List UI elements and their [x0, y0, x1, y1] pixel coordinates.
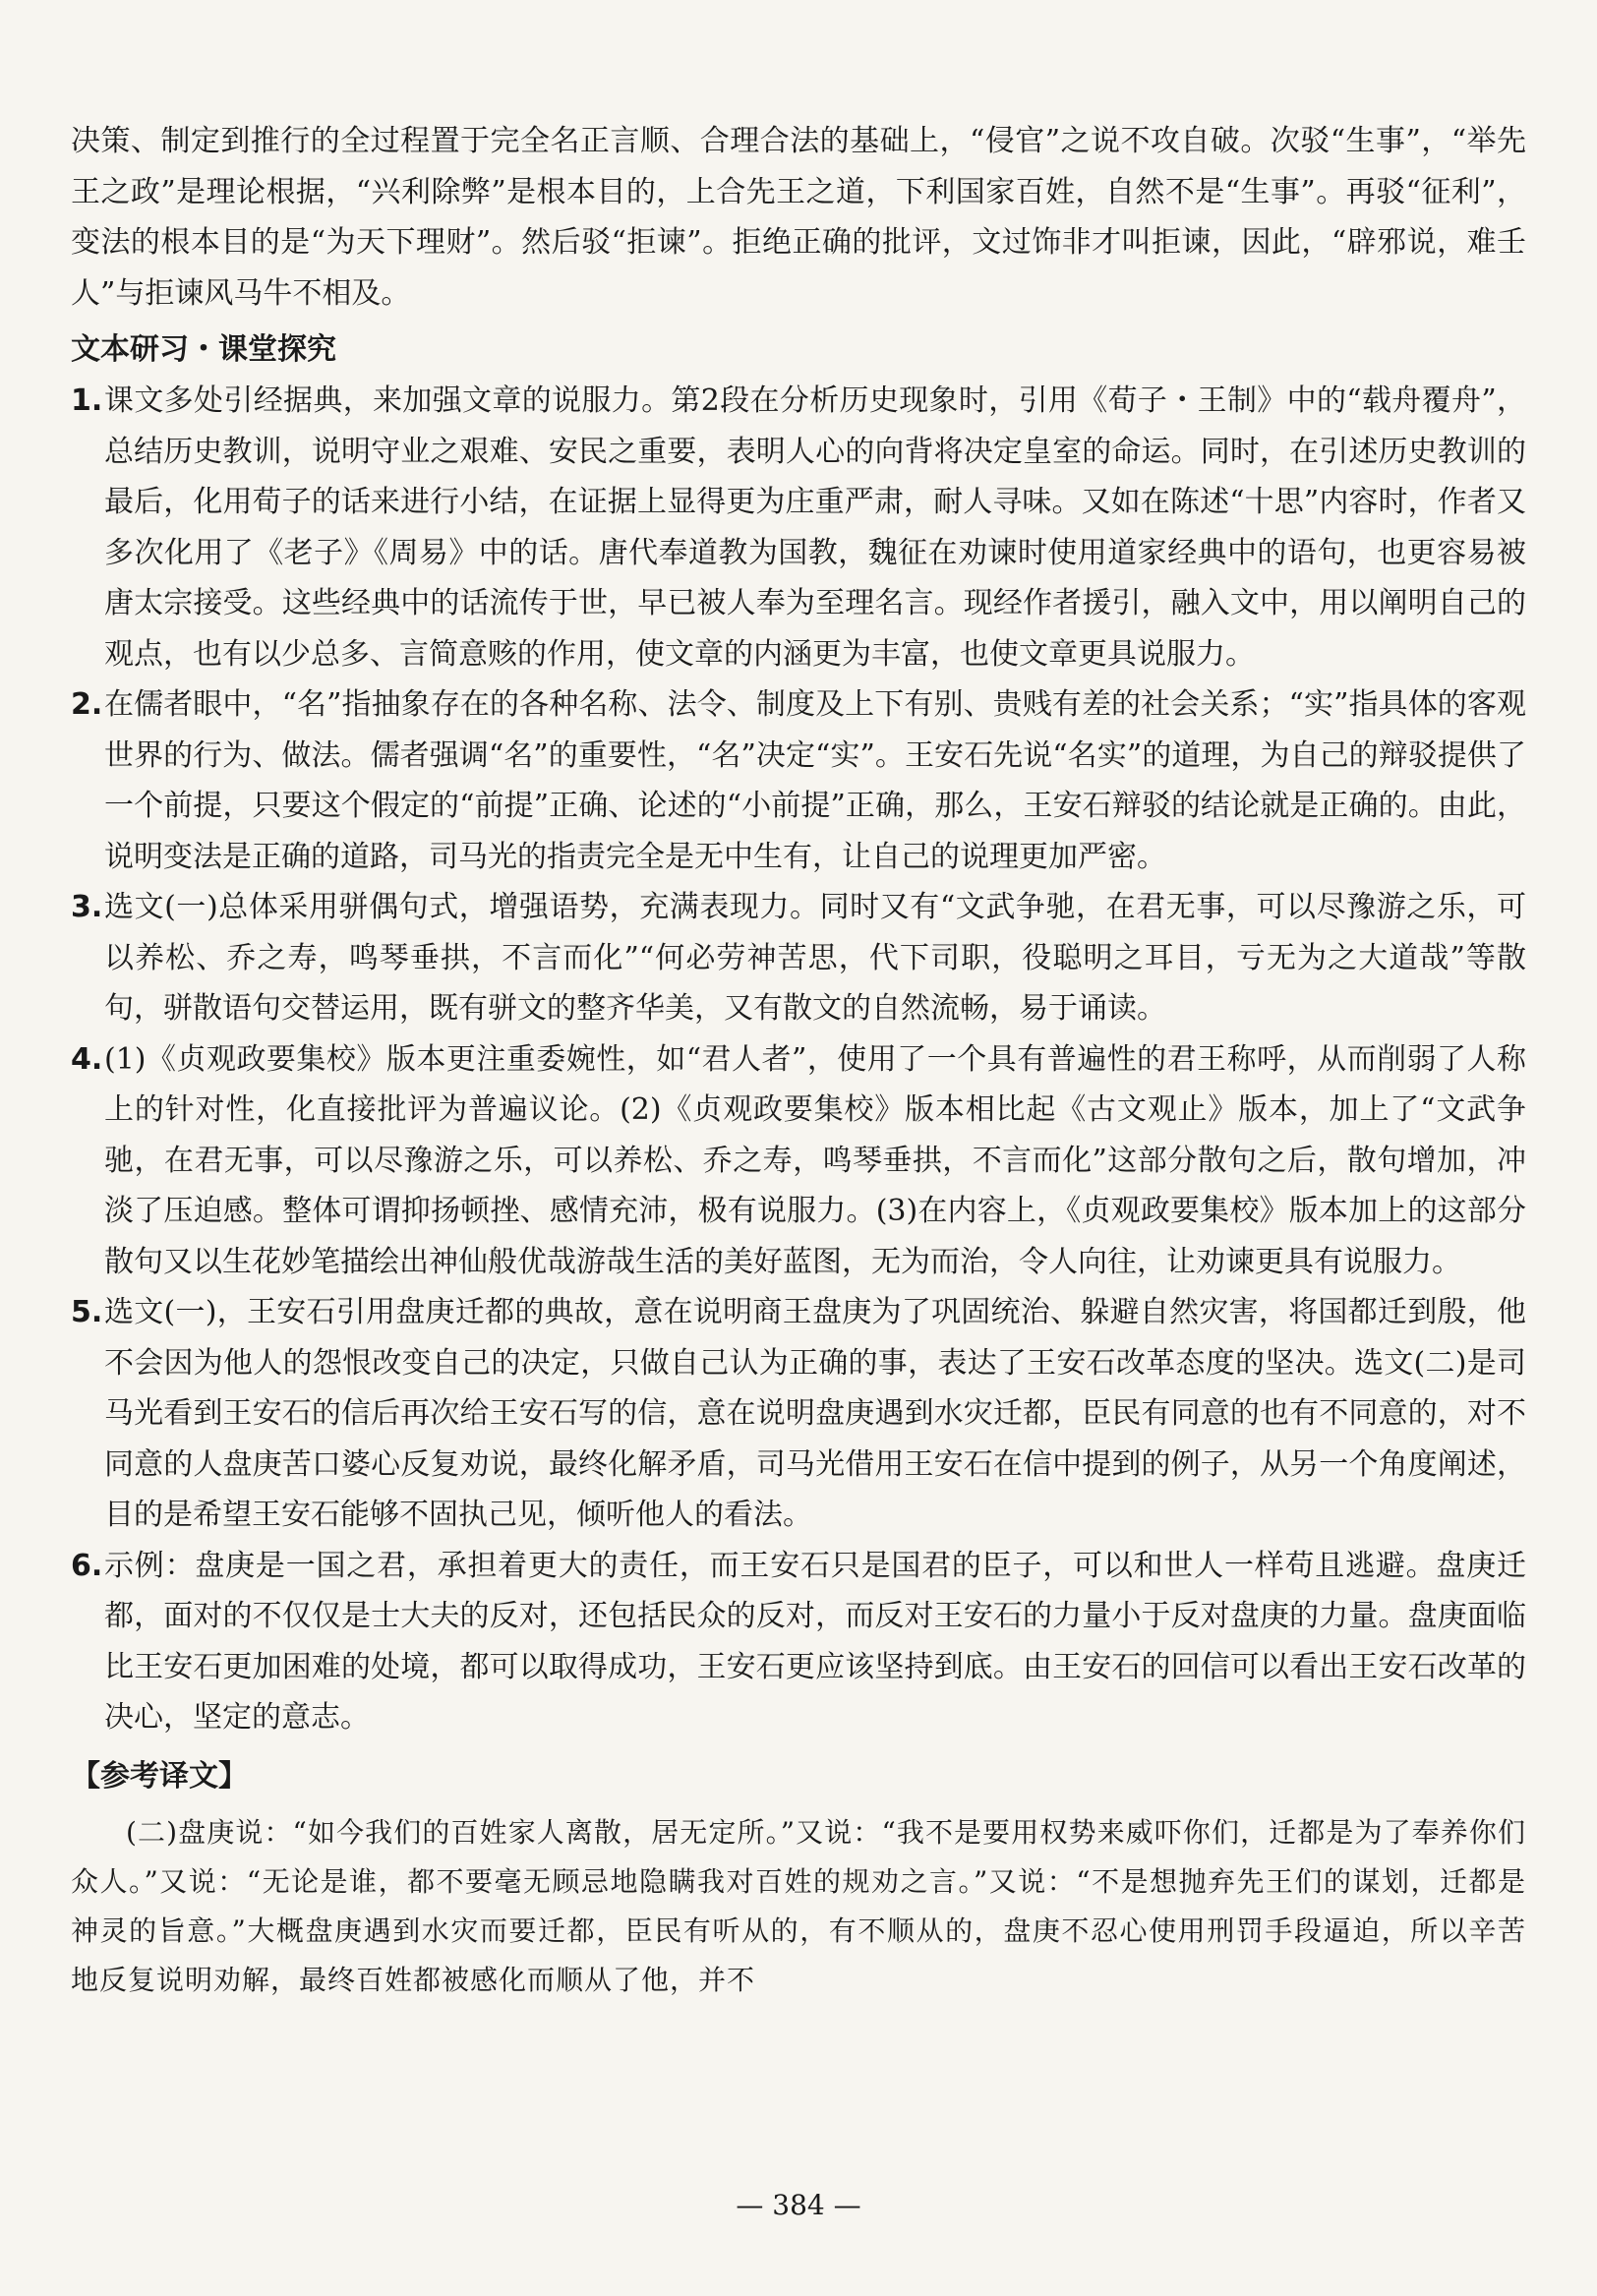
page-number: — 384 —: [736, 2189, 861, 2221]
item-text: 示例：盘庚是一国之君，承担着更大的责任，而王安石只是国君的臣子，可以和世人一样苟且逃避。盘庚迁都，面对的不仅仅是士大夫的反对，还包括民众的反对，而反对王安石的力量小于反对盘庚的力量。盘庚面临比王安石更加困难的处境，都可以取得成功，王安石更应该坚持到底。由王安石的回信可以看出王安石改革的决心，坚定的意志。: [104, 1548, 1526, 1735]
item-text: 选文(一)，王安石引用盘庚迁都的典故，意在说明商王盘庚为了巩固统治、躲避自然灾害，将国都迁到殷，他不会因为他人的怨恨改变自己的决定，只做自己认为正确的事，表达了王安石改革态度的坚决。选文(二)是司马光看到王安石的信后再次给王安石写的信，意在说明盘庚遇到水灾迁都，臣民有同意的也有不同意的，对不同意的人盘庚苦口婆心反复劝说，最终化解矛盾，司马光借用王安石在信中提到的例子，从另一个角度阐述，目的是希望王安石能够不固执己见，倾听他人的看法。: [104, 1295, 1526, 1532]
item-number: 3.: [71, 890, 103, 924]
item-number: 5.: [71, 1295, 103, 1329]
item-number: 2.: [71, 687, 103, 722]
item-number: 4.: [71, 1041, 103, 1077]
answer-item-5: [71, 1287, 1526, 1541]
answer-item-4: [71, 1034, 1526, 1288]
item-text: 在儒者眼中，“名”指抽象存在的各种名称、法令、制度及上下有别、贵贱有差的社会关系；“实”指具体的客观世界的行为、做法。儒者强调“名”的重要性，“名”决定“实”。王安石先说“名实”的道理，为自己的辩驳提供了一个前提，只要这个假定的“前提”正确、论述的“小前提”正确，那么，王安石辩驳的结论就是正确的。由此，说明变法是正确的道路，司马光的指责完全是无中生有，让自己的说理更加严密。: [104, 687, 1526, 874]
answer-item-2: [71, 679, 1526, 882]
item-text: (1)《贞观政要集校》版本更注重委婉性，如“君人者”，使用了一个具有普遍性的君王称呼，从而削弱了人称上的针对性，化直接批评为普遍议论。(2)《贞观政要集校》版本相比起《古文观止》版本，加上了“文武争驰，在君无事，可以尽豫游之乐，可以养松、乔之寿，鸣琴垂拱，不言而化”这部分散句之后，散句增加，冲淡了压迫感。整体可谓抑扬顿挫、感情充沛，极有说服力。(3)在内容上，《贞观政要集校》版本加上的这部分散句又以生花妙笔描绘出神仙般优哉游哉生活的美好蓝图，无为而治，令人向往，让劝谏更具有说服力。: [104, 1041, 1526, 1279]
item-text: 选文(一)总体采用骈偶句式，增强语势，充满表现力。同时又有“文武争驰，在君无事，可以尽豫游之乐，可以养松、乔之寿，鸣琴垂拱，不言而化”“何必劳神苦思，代下司职，役聪明之耳目，亏无为之大道哉”等散句，骈散语句交替运用，既有骈文的整齐华美，又有散文的自然流畅，易于诵读。: [104, 890, 1526, 1026]
page-content: [71, 116, 1526, 2005]
item-number: 6.: [71, 1548, 103, 1583]
item-text: 课文多处引经据典，来加强文章的说服力。第2段在分析历史现象时，引用《荀子・王制》中的“载舟覆舟”，总结历史教训，说明守业之艰难、安民之重要，表明人心的向背将决定皇室的命运。同时，在引述历史教训的最后，化用荀子的话来进行小结，在证据上显得更为庄重严肃，耐人寻味。又如在陈述“十思”内容时，作者又多次化用了《老子》《周易》中的话。唐代奉道教为国教，魏征在劝谏时使用道家经典中的语句，也更容易被唐太宗接受。这些经典中的话流传于世，早已被人奉为至理名言。现经作者援引，融入文中，用以阐明自己的观点，也有以少总多、言简意赅的作用，使文章的内涵更为丰富，也使文章更具说服力。: [104, 383, 1526, 672]
reference-translation-heading: 【参考译文】: [71, 1758, 248, 1794]
answer-item-3: [71, 882, 1526, 1034]
intro-paragraph: 决策、制定到推行的全过程置于完全名正言顺、合理合法的基础上，“侵官”之说不攻自破。次驳“生事”，“举先王之政”是理论根据，“兴利除弊”是根本目的，上合先王之道，下利国家百姓，自然不是“生事”。再驳“征利”，变法的根本目的是“为天下理财”。然后驳“拒谏”。拒绝正确的批评，文过饰非才叫拒谏，因此，“辟邪说，难壬人”与拒谏风马牛不相及。: [71, 124, 1526, 311]
reference-translation-text: (二)盘庚说：“如今我们的百姓家人离散，居无定所。”又说：“我不是要用权势来威吓你们，迁都是为了奉养你们众人。”又说：“无论是谁，都不要毫无顾忌地隐瞒我对百姓的规劝之言。”又说：“不是想抛弃先王们的谋划，迁都是神灵的旨意。”大概盘庚遇到水灾而要迁都，臣民有听从的，有不顺从的，盘庚不忍心使用刑罚手段逼迫，所以辛苦地反复说明劝解，最终百姓都被感化而顺从了他，并不: [71, 1815, 1526, 1996]
answer-item-6: [71, 1541, 1526, 1743]
item-number: 1.: [71, 383, 103, 418]
answer-item-1: [71, 376, 1526, 679]
section-title: 文本研习・课堂探究: [71, 332, 336, 367]
